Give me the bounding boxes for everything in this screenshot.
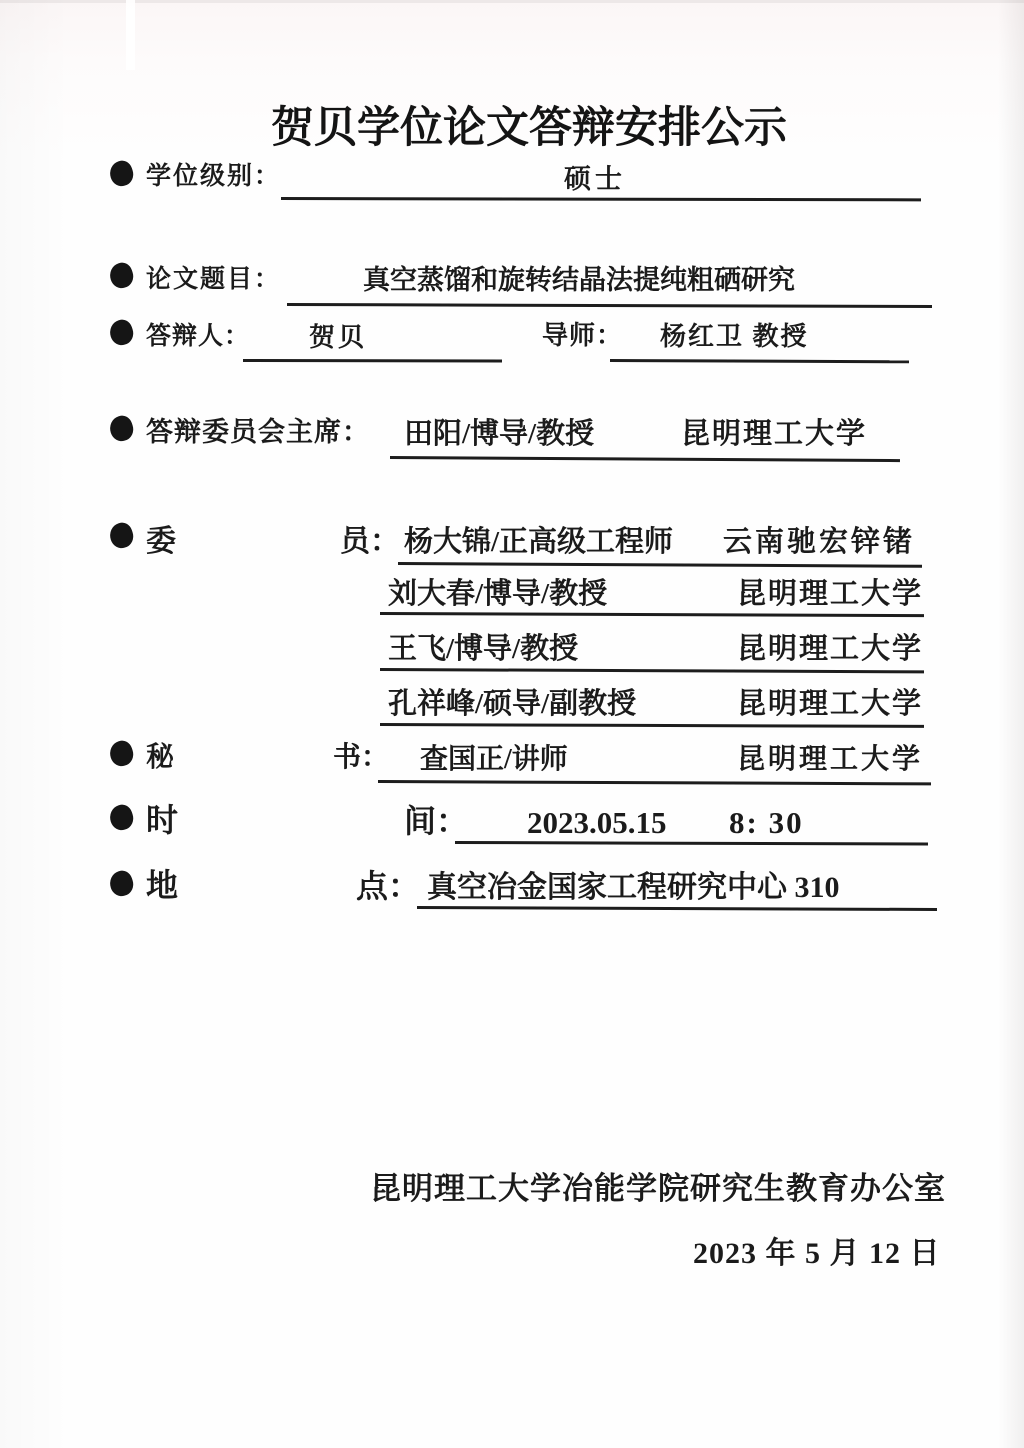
underline [243,359,502,362]
committee-member-name: 刘大春/博导/教授 [388,578,608,610]
place-label-right: 点： [356,868,421,904]
chair-affiliation: 昆明理工大学 [681,418,868,450]
underline [287,303,932,308]
committee-label-right: 员： [340,525,400,558]
underline [455,841,928,845]
thesis-title-value: 真空蒸馏和旋转结晶法提纯粗硒研究 [363,265,795,295]
underline [281,197,921,201]
secretary-name: 查国正/讲师 [420,744,568,775]
degree-level-label: 学位级别： [146,163,282,190]
bullet-icon [107,802,137,833]
underline [390,456,900,462]
time-label-left: 时 [146,802,179,838]
secretary-label-right: 书： [333,742,390,773]
committee-label-left: 委 [146,525,176,558]
committee-member-affiliation: 昆明理工大学 [737,688,924,720]
footer-date: 2023 年 5 月 12 日 [693,1237,941,1270]
scan-edge-shading-right [998,0,1024,1448]
bullet-icon [107,520,137,551]
committee-member-name: 孔祥峰/硕导/副教授 [388,688,637,720]
scan-light-streak [126,0,135,70]
chair-label: 答辩委员会主席： [146,417,370,447]
committee-member-affiliation: 昆明理工大学 [737,578,924,610]
underline [380,668,924,673]
secretary-affiliation: 昆明理工大学 [737,744,924,775]
defender-value: 贺贝 [309,323,368,352]
place-value: 真空冶金国家工程研究中心 310 [427,871,840,904]
time-label-right: 间： [404,803,469,839]
underline [378,780,931,785]
underline [380,612,924,617]
committee-member-affiliation: 昆明理工大学 [737,633,924,665]
footer-office: 昆明理工大学冶能学院研究生教育办公室 [370,1171,946,1206]
committee-member-name: 杨大锦/正高级工程师 [404,526,674,558]
defender-label: 答辩人： [146,323,251,350]
bullet-icon [107,260,137,291]
bullet-icon [107,413,137,444]
degree-level-value: 硕士 [564,164,626,194]
supervisor-label: 导师： [542,321,624,350]
underline [417,906,937,911]
place-label-left: 地 [146,867,179,903]
underline [380,723,924,728]
supervisor-value: 杨红卫 教授 [660,322,809,351]
bullet-icon [107,158,137,189]
underline [610,359,909,363]
underline [398,562,922,568]
chair-name: 田阳/博导/教授 [404,418,595,450]
committee-member-affiliation: 云南驰宏锌锗 [723,526,916,558]
bullet-icon [107,738,137,769]
bullet-icon [107,868,137,899]
secretary-label-left: 秘 [146,742,175,773]
time-clock-value: 8: 30 [729,805,804,840]
bullet-icon [107,317,137,348]
scan-edge-shading-top [0,0,1024,3]
page-title: 贺贝学位论文答辩安排公示 [271,104,787,152]
time-date-value: 2023.05.15 [527,805,667,840]
thesis-title-label: 论文题目： [146,266,282,293]
committee-member-name: 王飞/博导/教授 [388,633,579,665]
